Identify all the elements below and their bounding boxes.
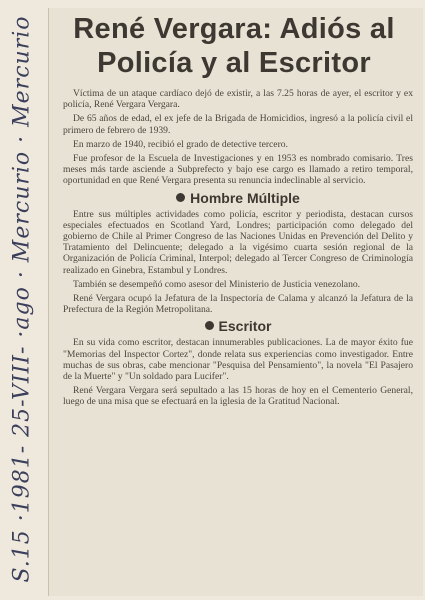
subhead-hombre-multiple: [63, 190, 413, 206]
bullet-icon: [205, 321, 214, 330]
subhead-label: Escritor: [218, 318, 272, 335]
paragraph-prefectura: René Vergara ocupó la Jefatura de la Inspectoría de Calama y alcanzó la Jefatura de la Prefectura de la Región Metropolitana.: [63, 293, 413, 316]
subhead-escritor: [63, 318, 413, 334]
article-body: [63, 88, 413, 411]
paragraph-age: De 65 años de edad, el ex jefe de la Brigada de Homicidios, ingresó a la policía civil el primero de febrero de 1939.: [63, 113, 413, 136]
headline-line-2: Policía y al Escritor: [97, 47, 371, 79]
subhead-label: Hombre Múltiple: [190, 189, 300, 206]
paragraph-publications: En su vida como escritor, destacan innumerables publicaciones. La de mayor éxito fue "Memorias del Inspector Cortez", donde relata sus experiencias como investigador. Entre muchas de sus obras, cabe mencionar "Pesquisa del Pensamiento", la novela "El Pasajero de la Muerte" y "Un soldado para Lucifer".: [63, 337, 413, 383]
headline-line-1: René Vergara: Adiós al: [73, 13, 395, 45]
paragraph-venezuela: También se desempeñó como asesor del Ministerio de Justicia venezolano.: [73, 278, 361, 290]
bullet-icon: [176, 193, 185, 202]
handwritten-note: S.15 ·1981- 25-VIII- ·ago · Mercurio · Mercurio: [9, 15, 35, 583]
paragraph-detective: En marzo de 1940, recibió el grado de detective tercero.: [73, 138, 288, 150]
paragraph-activities: Entre sus múltiples actividades como policía, escritor y periodista, destacan cursos especiales efectuados en Scotland Yard, Londres; participación como delegado del gobierno de Chile al Primer Congreso de las Naciones Unidas en Prevención del Delito y Tratamiento del Delincuente; delegado a la vigésimo cuarta sesión regional de la Organización de Policía Criminal, Interpol; delegado al Tercer Congreso de Criminología realizado en Ginebra, Estambul y Londres.: [63, 208, 413, 276]
handwritten-annotation: [2, 15, 42, 600]
paragraph-burial: René Vergara Vergara será sepultado a las 15 horas de hoy en el Cementerio General, luego de una misa que se efectuará en la iglesia de la Gratitud Nacional.: [63, 385, 413, 408]
paragraph-death: Víctima de un ataque cardíaco dejó de existir, a las 7.25 horas de ayer, el escritor y ex policía, René Vergara Vergara.: [63, 88, 413, 111]
headline: [53, 12, 415, 80]
newspaper-clipping: [48, 8, 423, 596]
paragraph-career: Fue profesor de la Escuela de Investigaciones y en 1953 es nombrado comisario. Tres meses más tarde asciende a Subprefecto y bajo ese cargo es llamado a retiro temporal, oportunidad en que René Vergara presenta su renuncia indeclinable al servicio.: [63, 153, 413, 187]
